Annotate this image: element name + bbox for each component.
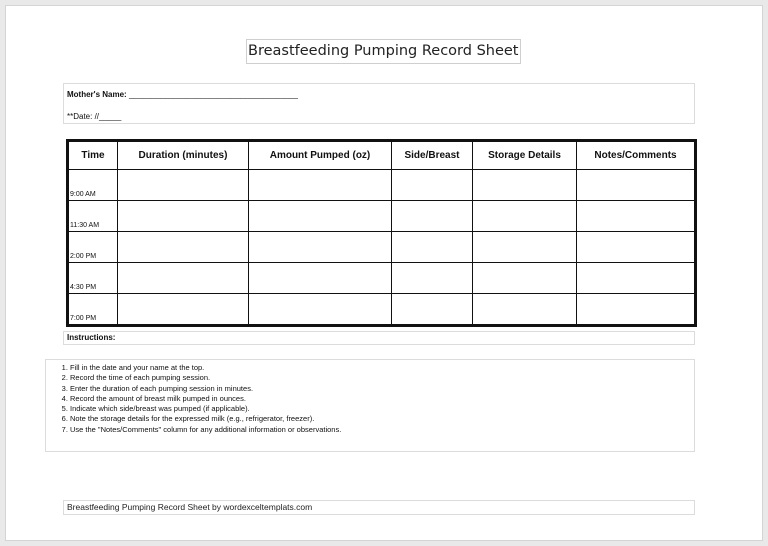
list-item: 2. Record the time of each pumping session. [70, 373, 341, 383]
storage-cell[interactable] [473, 232, 577, 263]
amount-cell[interactable] [249, 201, 392, 232]
table-row [69, 170, 695, 201]
side-cell[interactable] [392, 263, 473, 294]
mother-info-box [63, 83, 695, 124]
instructions-box [45, 359, 695, 452]
storage-cell[interactable] [473, 170, 577, 201]
notes-cell[interactable] [577, 201, 695, 232]
storage-cell[interactable] [473, 294, 577, 325]
mother-name-line [67, 90, 298, 99]
table-header-row [69, 142, 695, 170]
mother-name-blank[interactable]: ______________________________________ [128, 90, 299, 99]
header-side: Side/Breast [392, 142, 473, 170]
time-cell: 2:00 PM [69, 232, 118, 263]
header-notes: Notes/Comments [577, 142, 695, 170]
list-item: 1. Fill in the date and your name at the top. [70, 363, 341, 373]
notes-cell[interactable] [577, 170, 695, 201]
header-storage: Storage Details [473, 142, 577, 170]
notes-cell[interactable] [577, 232, 695, 263]
duration-cell[interactable] [118, 232, 249, 263]
table-row [69, 232, 695, 263]
side-cell[interactable] [392, 170, 473, 201]
time-cell: 11:30 AM [69, 201, 118, 232]
instructions-heading: Instructions: [63, 331, 695, 345]
page-title: Breastfeeding Pumping Record Sheet [246, 39, 521, 64]
header-amount: Amount Pumped (oz) [249, 142, 392, 170]
list-item: 7. Use the "Notes/Comments" column for any additional information or observations. [70, 425, 341, 435]
amount-cell[interactable] [249, 294, 392, 325]
side-cell[interactable] [392, 294, 473, 325]
notes-cell[interactable] [577, 294, 695, 325]
mother-name-label: Mother's Name: [67, 90, 127, 99]
amount-cell[interactable] [249, 263, 392, 294]
pumping-log-table [66, 139, 697, 327]
time-cell: 9:00 AM [69, 170, 118, 201]
table-row [69, 263, 695, 294]
storage-cell[interactable] [473, 263, 577, 294]
instructions-list [46, 363, 341, 435]
time-cell: 4:30 PM [69, 263, 118, 294]
notes-cell[interactable] [577, 263, 695, 294]
table-row [69, 201, 695, 232]
footer-credit: Breastfeeding Pumping Record Sheet by wordexceltemplats.com [63, 500, 695, 515]
date-line[interactable]: **Date: //_____ [67, 112, 122, 121]
time-cell: 7:00 PM [69, 294, 118, 325]
list-item: 6. Note the storage details for the expressed milk (e.g., refrigerator, freezer). [70, 414, 341, 424]
duration-cell[interactable] [118, 263, 249, 294]
amount-cell[interactable] [249, 170, 392, 201]
side-cell[interactable] [392, 201, 473, 232]
list-item: 5. Indicate which side/breast was pumped (if applicable). [70, 404, 341, 414]
duration-cell[interactable] [118, 170, 249, 201]
duration-cell[interactable] [118, 201, 249, 232]
list-item: 4. Record the amount of breast milk pumped in ounces. [70, 394, 341, 404]
amount-cell[interactable] [249, 232, 392, 263]
side-cell[interactable] [392, 232, 473, 263]
table-row [69, 294, 695, 325]
storage-cell[interactable] [473, 201, 577, 232]
duration-cell[interactable] [118, 294, 249, 325]
list-item: 3. Enter the duration of each pumping session in minutes. [70, 384, 341, 394]
header-time: Time [69, 142, 118, 170]
header-duration: Duration (minutes) [118, 142, 249, 170]
